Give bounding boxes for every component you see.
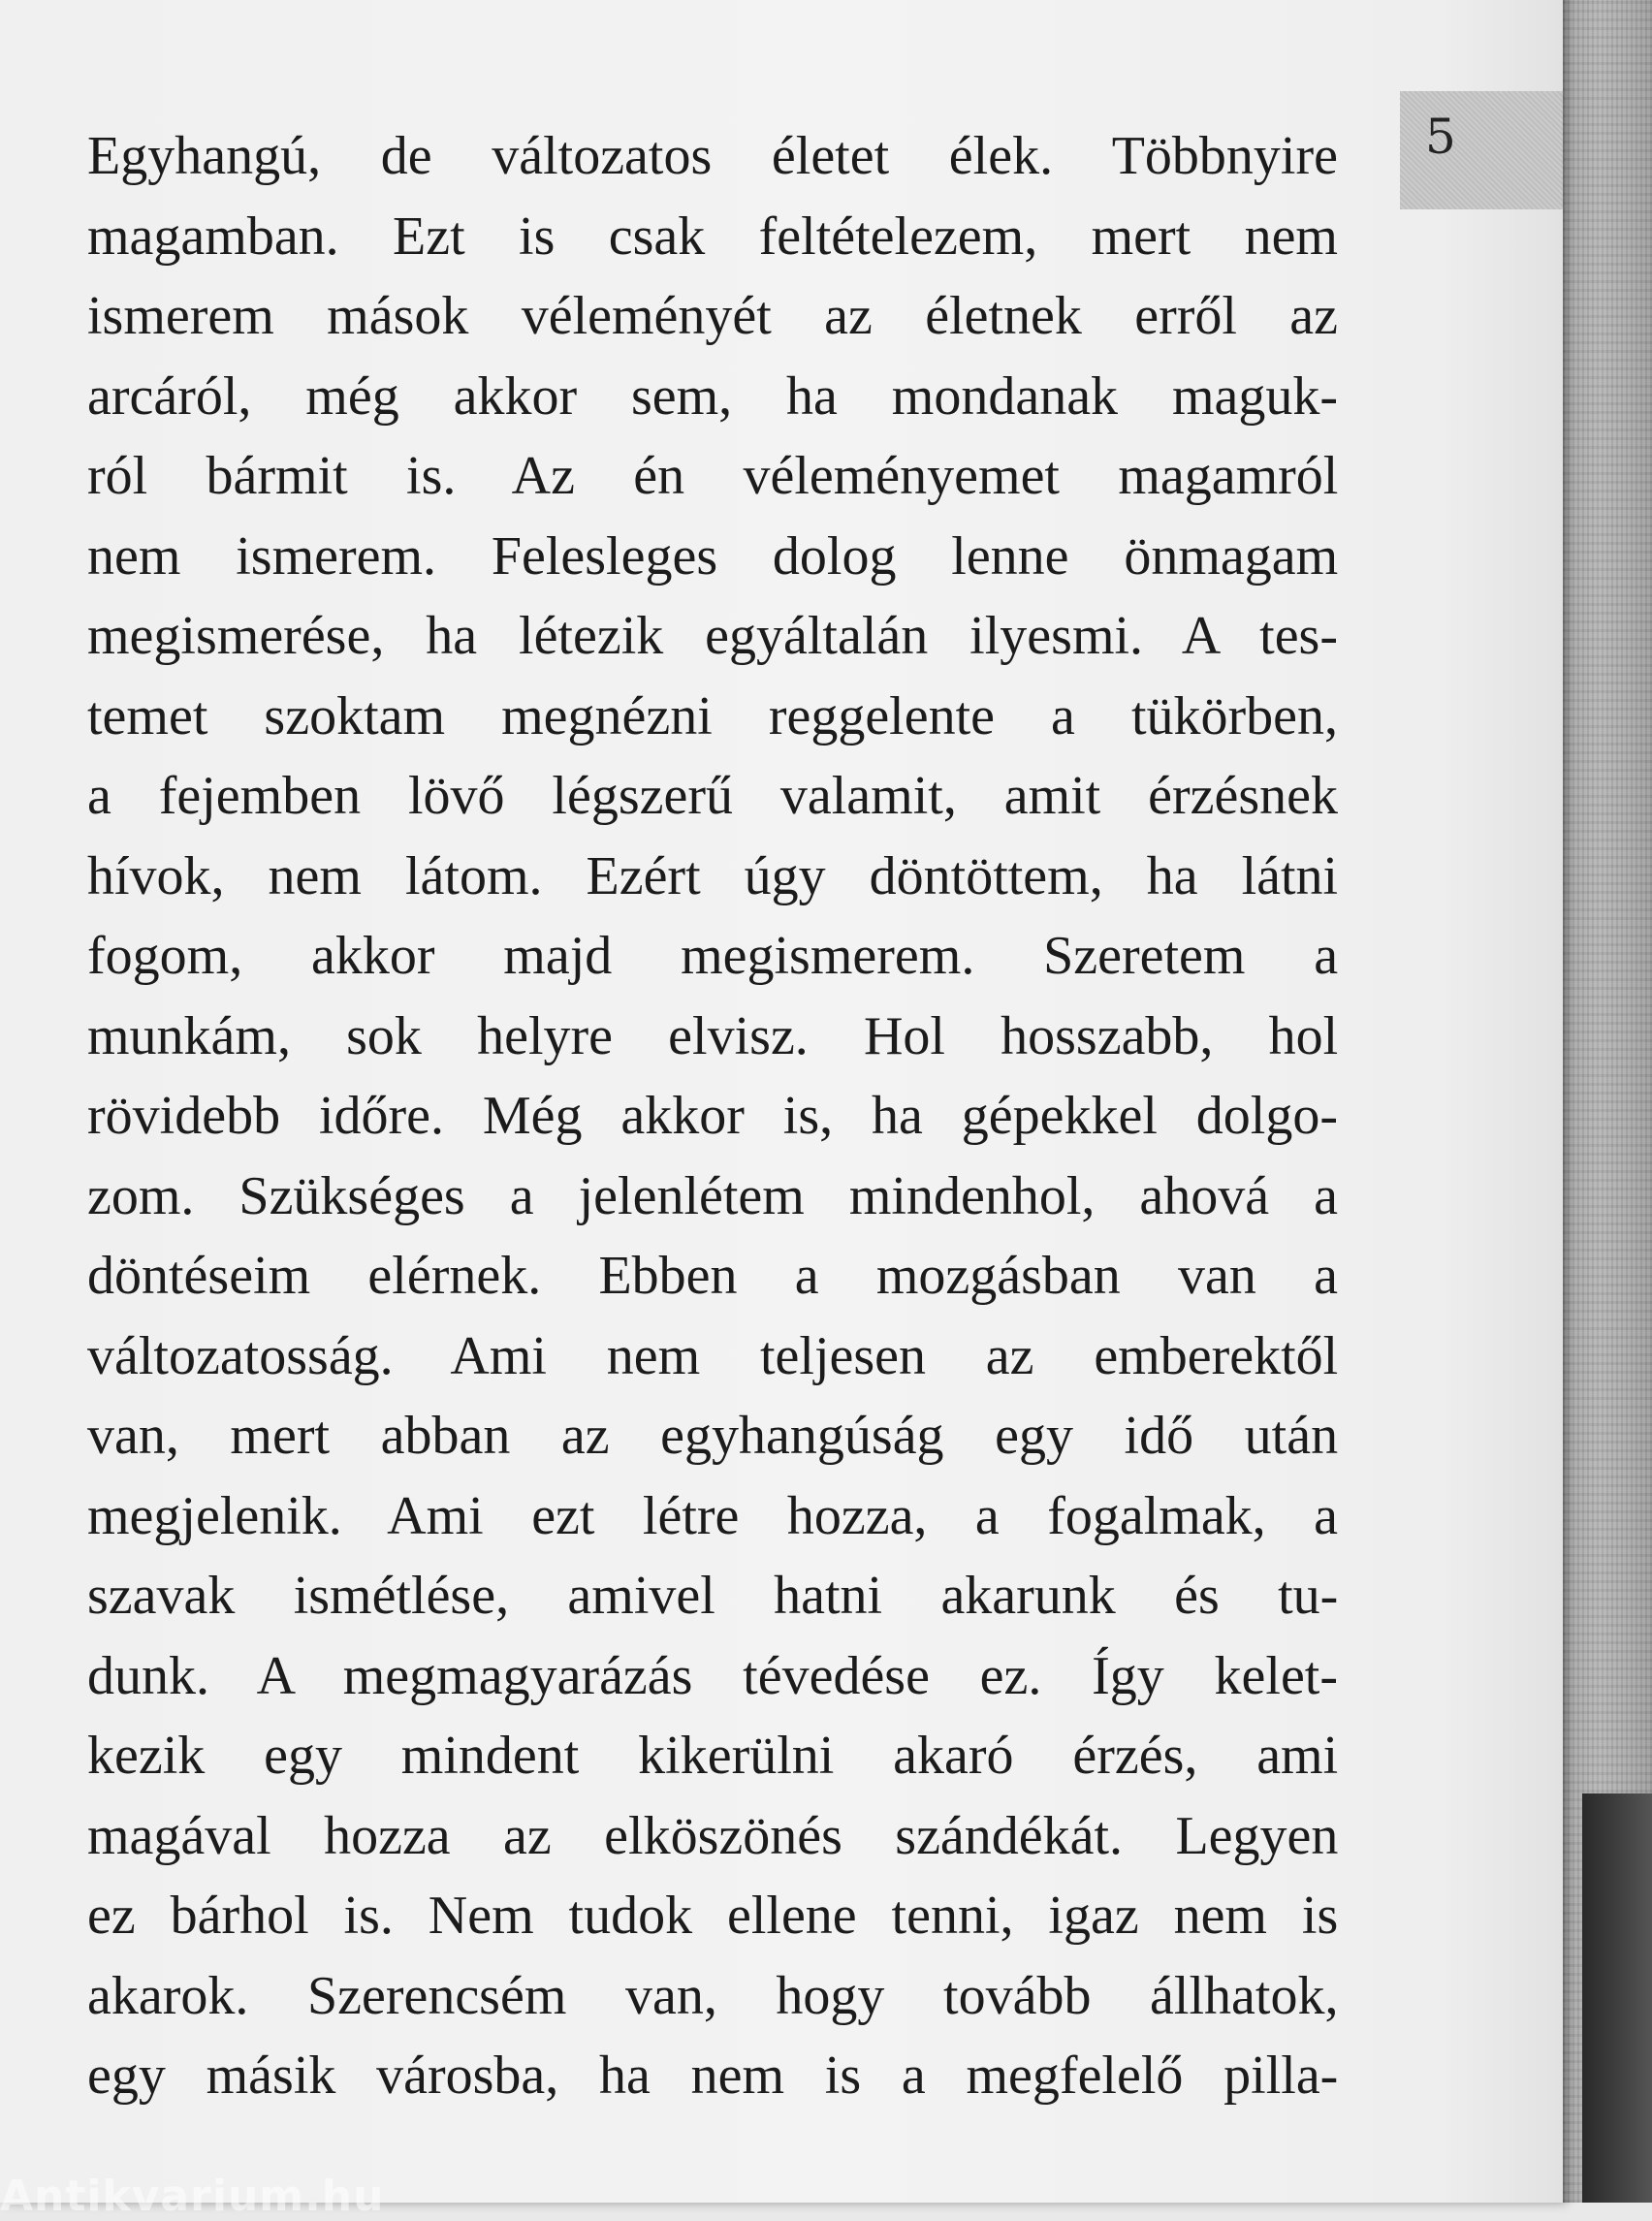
text-line: szavak ismétlése, amivel hatni akarunk és tu- — [87, 1566, 1339, 1626]
text-line: arcáról, még akkor sem, ha mondanak maguk- — [87, 365, 1338, 427]
text-line: megismerése, ha létezik egyáltalán ilyesmi. A tes- — [87, 606, 1338, 666]
text-line: magával hozza az elköszönés szándékát. Legyen — [87, 1805, 1339, 1866]
text-line: ez bárhol is. Nem tudok ellene tenni, igaz nem is — [87, 1886, 1339, 1946]
text-line: Egyhangú, de változatos életet élek. Többnyire — [87, 126, 1338, 186]
text-line: munkám, sok helyre elvisz. Hol hosszabb, hol — [87, 1005, 1339, 1066]
text-line: a fejemben lövő légszerű valamit, amit érzésnek — [87, 766, 1338, 826]
text-line: ról bármit is. Az én véleményemet magamról — [87, 446, 1339, 506]
text-line: akarok. Szerencsém van, hogy tovább állhatok, — [87, 1965, 1339, 2026]
text-line: megjelenik. Ami ezt létre hozza, a fogalmak, a — [87, 1485, 1338, 1546]
watermark: Antikvarium.hu — [0, 2172, 385, 2221]
text-line: nem ismerem. Felesleges dolog lenne önmagam — [87, 525, 1339, 587]
text-line: rövidebb időre. Még akkor is, ha gépekkel dolgo- — [87, 1086, 1338, 1146]
text-line: változatosság. Ami nem teljesen az emberektől — [87, 1325, 1339, 1386]
page-number: 5 — [1425, 109, 1456, 165]
text-line: döntéseim elérnek. Ebben a mozgásban van a — [87, 1246, 1338, 1306]
text-line: hívok, nem látom. Ezért úgy döntöttem, ha látni — [87, 845, 1339, 906]
text-line: egy másik városba, ha nem is a megfelelő pilla- — [87, 2046, 1339, 2106]
text-line: ismerem mások véleményét az életnek erről az — [87, 286, 1338, 346]
text-line: van, mert abban az egyhangúság egy idő után — [87, 1406, 1339, 1466]
text-line: kezik egy mindent kikerülni akaró érzés, ami — [87, 1726, 1339, 1786]
text-line: zom. Szükséges a jelenlétem mindenhol, ahová a — [87, 1165, 1338, 1226]
text-line: dunk. A megmagyarázás tévedése ez. Így kelet- — [87, 1645, 1338, 1706]
text-line: fogom, akkor majd megismerem. Szeretem a — [87, 926, 1339, 986]
body-text — [87, 116, 1338, 2116]
book-cover-edge — [1582, 1793, 1652, 2203]
text-line: magamban. Ezt is csak feltételezem, mert nem — [87, 206, 1338, 267]
text-line: temet szoktam megnézni reggelente a tükörben, — [87, 685, 1338, 746]
